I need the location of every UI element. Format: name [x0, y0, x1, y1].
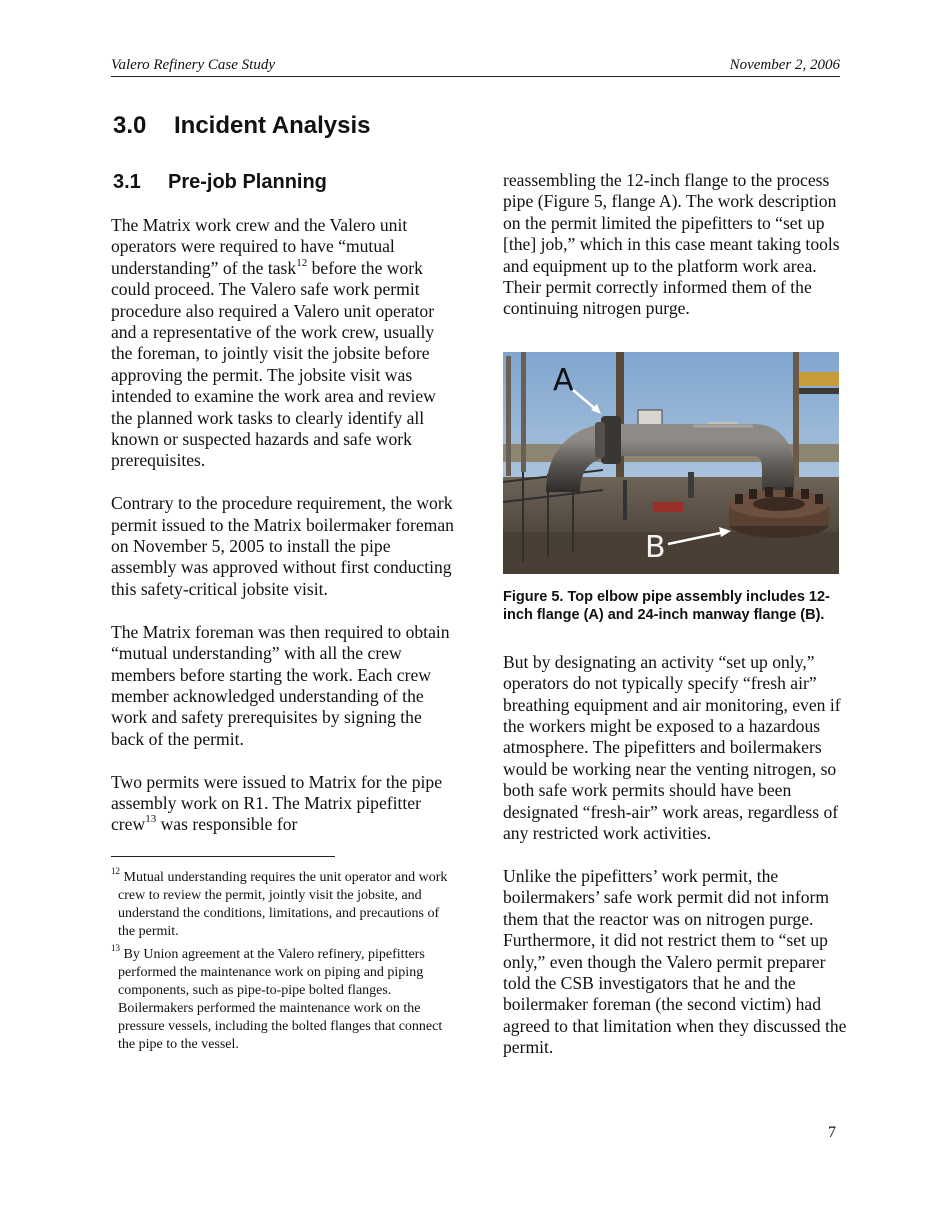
header-date: November 2, 2006	[729, 57, 840, 73]
footnote-separator	[111, 856, 335, 857]
paragraph-text: The Matrix work crew and the Valero unit operators were required to have “mutual understanding” of the task	[111, 215, 408, 278]
paragraph-text: Two permits were issued to Matrix for the pipe assembly work on R1. The Matrix pipefitter crew	[111, 771, 443, 835]
paragraph: The Matrix foreman was then required to obtain “mutual understanding” with all the crew members before starting the work. Each crew member acknowledged understanding of the work and safety prerequisites by signing the back of the permit.	[111, 621, 450, 749]
figure-label-a: A	[553, 362, 574, 398]
paragraph-text: before the work could proceed. The Valero safe work permit procedure also required a Valero unit operator and a representative of the work crew, usually the foreman, to jointly visit the jobsite before approving the permit. The jobsite visit was intended to examine the work area and review the planned work tasks to clearly identify all known or suspected hazards and safe work prerequisites.	[111, 257, 436, 471]
page-number: 7	[828, 1124, 836, 1141]
footnote-ref-13[interactable]: 13	[145, 813, 157, 826]
section-number: 3.0	[113, 112, 147, 139]
section-title: Incident Analysis	[174, 112, 371, 139]
right-column	[503, 170, 848, 1080]
footnote-mark: 13	[111, 943, 120, 954]
figure-caption: Figure 5. Top elbow pipe assembly includes 12-inch flange (A) and 24-inch manway flange (B).	[503, 588, 830, 623]
footnote-13	[111, 943, 456, 1054]
paragraph: reassembling the 12-inch flange to the process pipe (Figure 5, flange A). The work description on the permit limited the pipefitters to “set up [the] job,” which in this case meant taking tools and equipment up to the platform work area. Their permit correctly informed them of the continuing nitrogen purge.	[503, 170, 840, 319]
footnote-ref-12[interactable]: 12	[296, 256, 308, 269]
paragraph: Contrary to the procedure requirement, the work permit issued to the Matrix boilermaker foreman on November 5, 2005 to install the pipe assembly was approved without first conducting this safety-critical jobsite visit.	[111, 493, 454, 599]
figure-5-photo	[503, 352, 839, 574]
footnote-12	[111, 866, 456, 941]
left-column	[111, 170, 456, 1059]
paragraph: But by designating an activity “set up only,” operators do not typically specify “fresh air” breathing equipment and air monitoring, even if the workers might be exposed to a hazardous atmosphere. The pipefitters and boilermakers would be working near the venting nitrogen, so both safe work permits should have been designated “fresh-air” work areas, regardless of any restricted work activities.	[503, 651, 841, 844]
paragraph-text: was responsible for	[156, 814, 298, 835]
paragraph	[111, 215, 456, 472]
subsection-number: 3.1	[113, 171, 141, 193]
header-document-title: Valero Refinery Case Study	[111, 57, 275, 73]
running-header	[111, 56, 840, 77]
figure-label-b: B	[645, 529, 666, 565]
paragraph: Unlike the pipefitters’ work permit, the boilermakers’ safe work permit did not inform them that the reactor was on nitrogen purge. Furthermore, it did not restrict them to “set up only,” even though the Valero permit preparer told the CSB investigators that he and the boilermaker foreman (the second victim) had agreed to that limitation when they discussed the permit.	[503, 865, 847, 1058]
pipe-assembly-photo	[503, 352, 839, 574]
footnote-text: Mutual understanding requires the unit operator and work crew to review the permit, jointly visit the jobsite, and understand the conditions, limitations, and precautions of the permit.	[118, 869, 448, 939]
footnote-mark: 12	[111, 866, 120, 877]
subsection-heading	[113, 170, 456, 194]
paragraph	[111, 772, 456, 836]
section-heading	[113, 112, 371, 140]
footnote-text: By Union agreement at the Valero refinery, pipefitters performed the maintenance work on piping and piping components, such as pipe-to-pipe bolted flanges. Boilermakers performed the maintenance work on the pressure vessels, including the bolted flanges that connect the pipe to the vessel.	[118, 946, 443, 1052]
subsection-title: Pre-job Planning	[168, 171, 327, 193]
